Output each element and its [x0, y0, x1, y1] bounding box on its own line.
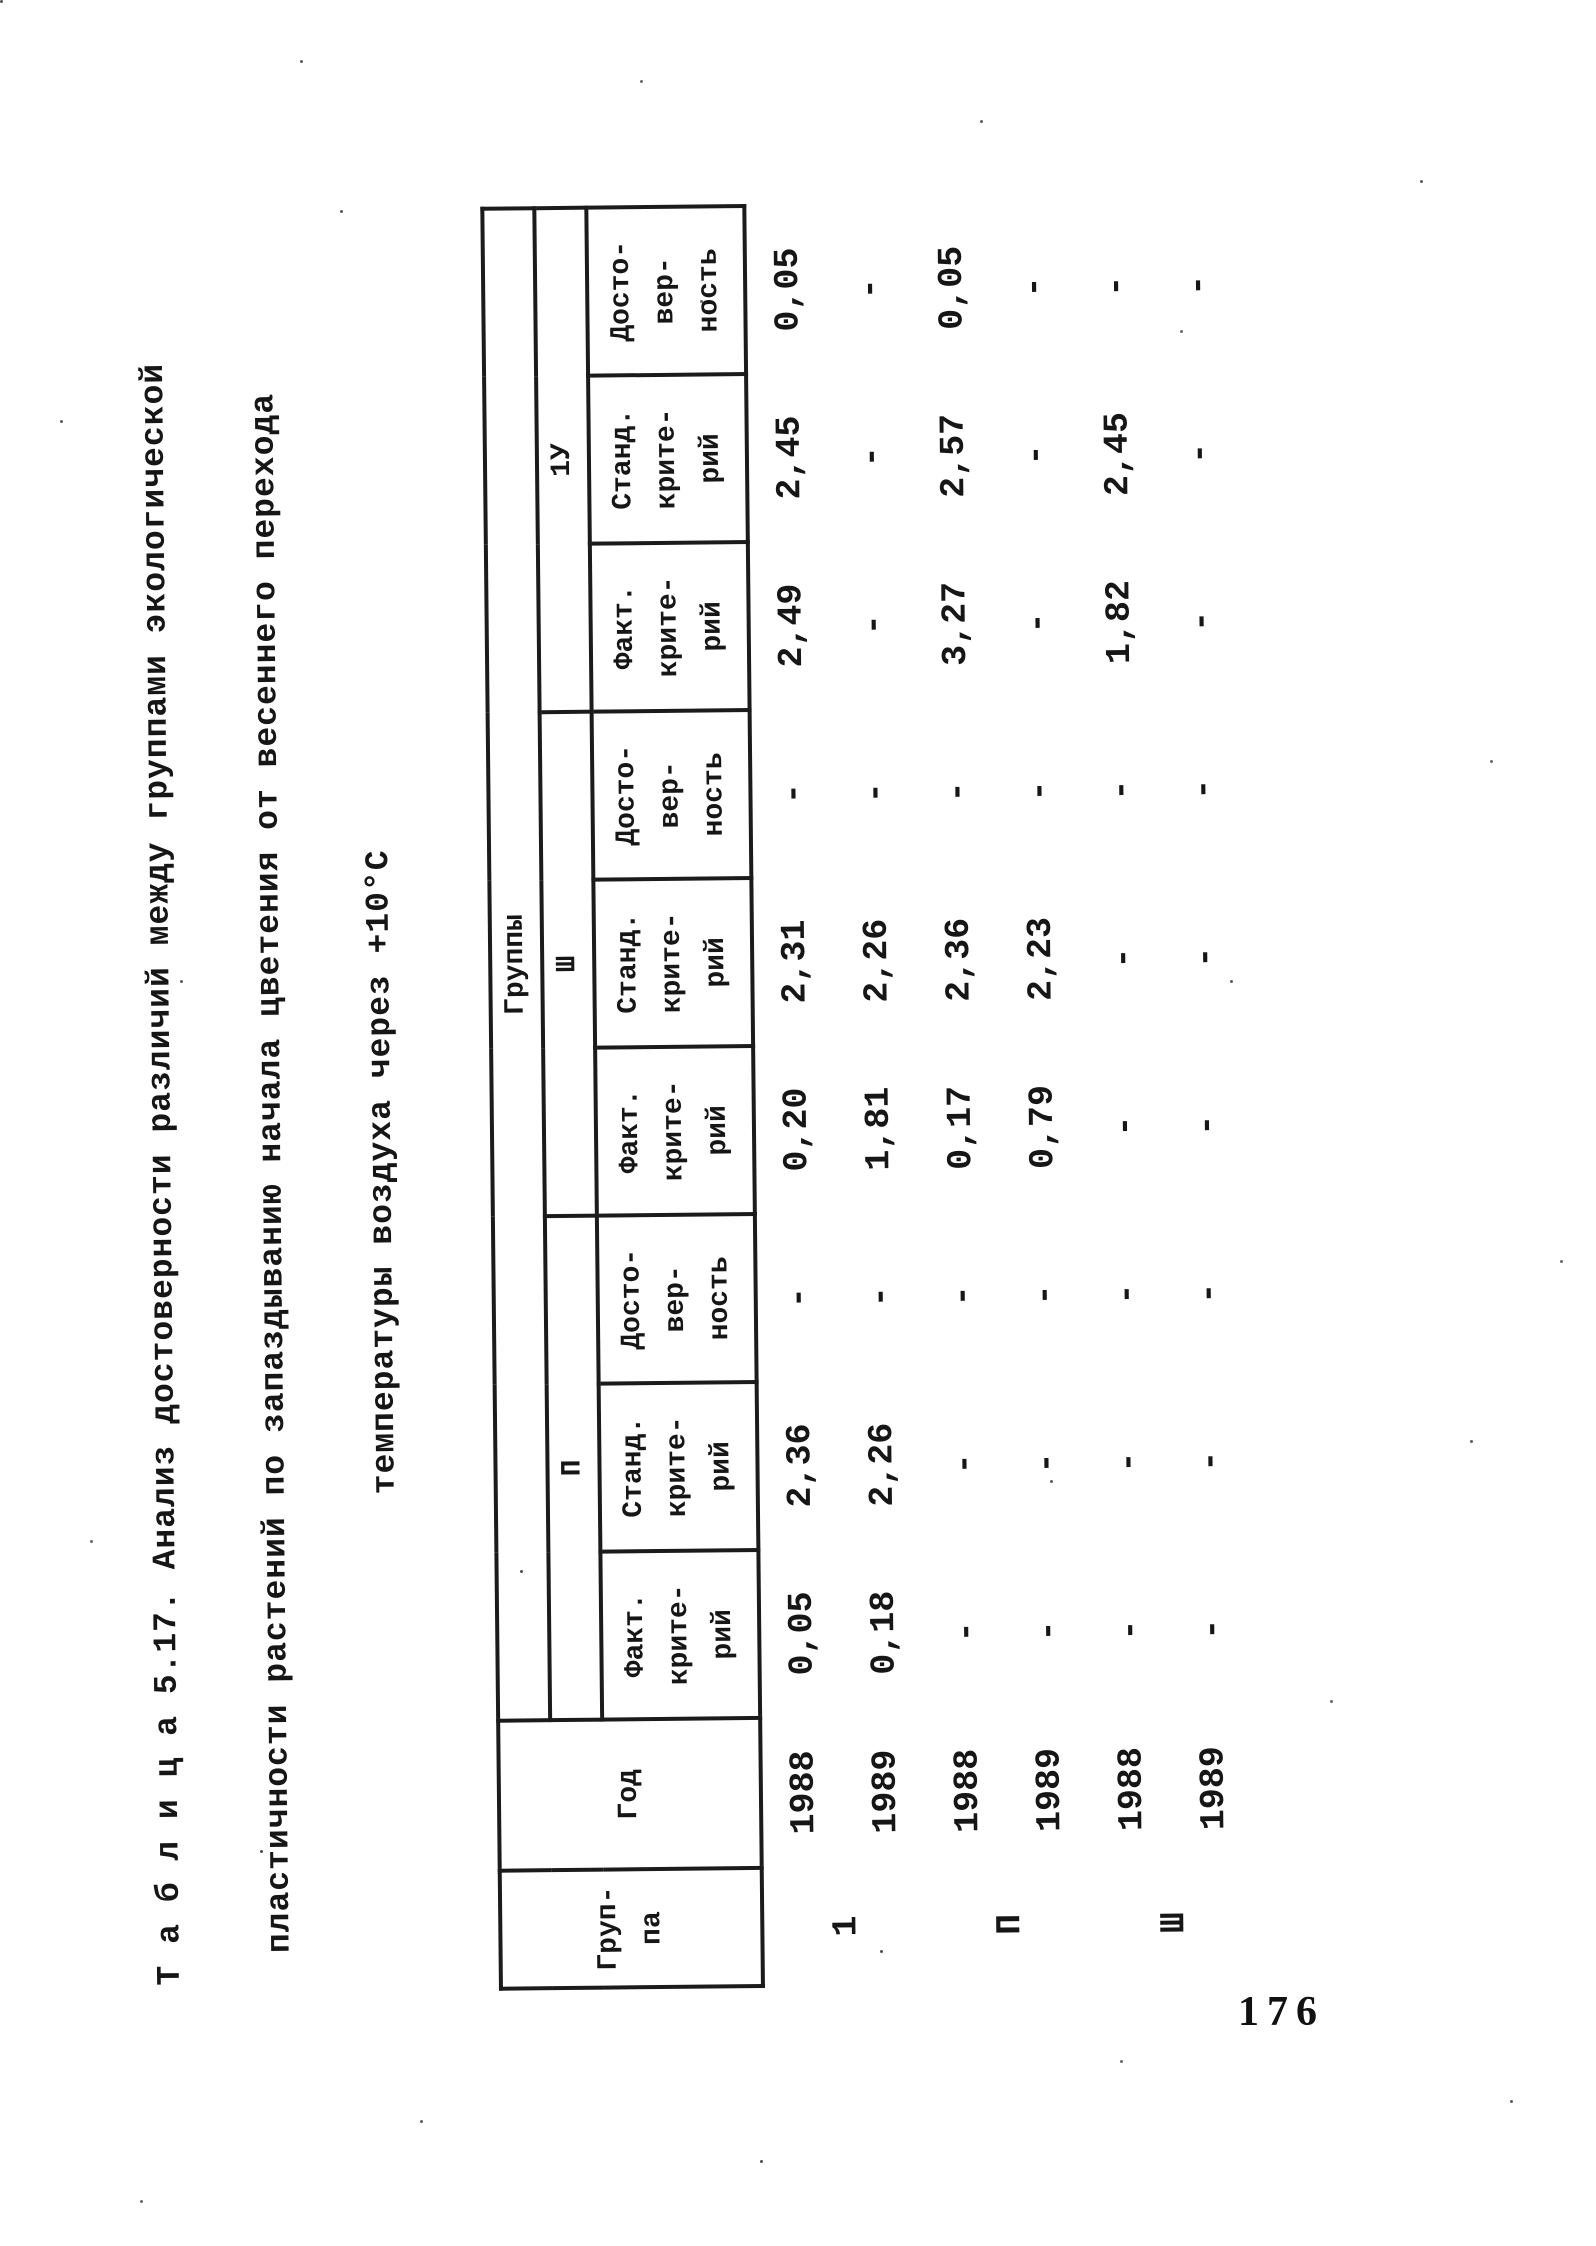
cell-value: 0,05 — [781, 1591, 823, 1676]
cell-value: - — [1108, 1451, 1149, 1473]
title-line-3: температуры воздуха через +10°С — [360, 849, 404, 1495]
rotated-content — [69, 152, 1320, 2185]
cell-value: - — [773, 782, 814, 805]
cell-value: 0,05 — [767, 247, 809, 332]
cell-year: 1989 — [865, 1749, 907, 1834]
cell-year: 1988 — [1111, 1746, 1153, 1832]
table-title — [69, 161, 475, 2185]
cell-value: - — [855, 781, 896, 804]
cell-value: - — [1183, 778, 1224, 800]
header-year-col: Год — [498, 1718, 762, 1871]
table-row — [1156, 201, 1257, 1982]
title-line-2: пластичности растений по запаздыванию начала цветения от весеннего перехода — [245, 392, 299, 1954]
cell-value: - — [1019, 780, 1060, 802]
cell-value: 1,81 — [858, 1086, 900, 1171]
cell-value: 2,26 — [862, 1422, 903, 1507]
cell-value: - — [1181, 610, 1222, 632]
cell-value: - — [850, 278, 891, 300]
cell-value: - — [1104, 1115, 1146, 1137]
header-group-1u: 1У — [534, 208, 591, 713]
cell-value: 2,36 — [780, 1423, 821, 1508]
subheader-dosto: Досто- вер- ность — [586, 206, 746, 376]
cell-value: 2,36 — [938, 917, 980, 1003]
cell-year: 1988 — [947, 1748, 989, 1834]
cell-value: - — [1096, 275, 1137, 297]
cell-value: - — [778, 1286, 819, 1309]
cell-value: - — [1024, 1284, 1065, 1306]
title-line-1: Т а б л и ц а 5.17. Анализ достоверности различий между группами экологической — [134, 362, 189, 1986]
cell-group: Ш — [1154, 1911, 1195, 1934]
cell-value: 0,17 — [940, 1085, 982, 1171]
cell-value: - — [1015, 444, 1057, 466]
cell-value: - — [1026, 1452, 1067, 1474]
cell-value: - — [1028, 1620, 1069, 1642]
header-groups-span: Группы — [482, 208, 550, 1720]
analysis-table — [480, 199, 1257, 1991]
page-number: 176 — [1238, 1989, 1325, 2035]
subheader-fact: Факт. крите- рий — [600, 1550, 760, 1720]
cell-value: - — [1110, 1619, 1151, 1641]
cell-value: - — [851, 446, 893, 468]
cell-value: - — [1179, 442, 1221, 465]
cell-value: - — [942, 1285, 983, 1307]
cell-value: 0,05 — [931, 245, 973, 331]
cell-value: - — [853, 613, 894, 636]
cell-value: - — [1185, 946, 1226, 968]
cell-value: - — [860, 1285, 901, 1308]
cell-value: - — [1101, 779, 1142, 801]
subheader-stand: Станд. крите- рий — [599, 1382, 759, 1552]
cell-year: 1989 — [1193, 1746, 1235, 1831]
cell-value: - — [1178, 274, 1219, 297]
scan-noise — [0, 0, 3, 3]
cell-year: 1989 — [1029, 1747, 1071, 1833]
cell-group: П — [990, 1913, 1031, 1936]
subheader-dosto: Досто- вер- ность — [592, 710, 752, 880]
cell-value: 2,26 — [856, 918, 898, 1003]
cell-value: - — [1103, 947, 1144, 969]
header-group-sh: Ш — [540, 712, 597, 1217]
cell-value: 2,49 — [771, 583, 813, 668]
cell-value: 2,57 — [933, 413, 975, 499]
subheader-fact: Факт. крите- рий — [590, 542, 750, 712]
cell-group: 1 — [826, 1915, 867, 1937]
cell-value: - — [1186, 1114, 1228, 1136]
cell-value: 2,45 — [769, 415, 811, 500]
cell-value: 2,23 — [1020, 916, 1062, 1002]
header-group-p: П — [545, 1216, 602, 1721]
subheader-dosto: Досто- вер- ность — [597, 1214, 757, 1384]
header-group-col: Груп- па — [500, 1868, 763, 1989]
cell-year: 1988 — [783, 1750, 825, 1835]
cell-value: 3,27 — [935, 581, 977, 667]
cell-value: 1,82 — [1099, 579, 1141, 665]
cell-value: 2,45 — [1097, 411, 1139, 497]
cell-value: 0,79 — [1022, 1084, 1064, 1170]
cell-value: - — [1190, 1450, 1231, 1472]
cell-value: 2,31 — [774, 919, 816, 1004]
cell-value: - — [1017, 612, 1058, 634]
cell-value: - — [1014, 276, 1055, 298]
subheader-stand: Станд. крите- рий — [593, 878, 753, 1048]
cell-value: 0,18 — [863, 1590, 905, 1675]
subheader-stand: Станд. крите- рий — [588, 374, 748, 544]
cell-value: - — [1188, 1282, 1229, 1304]
cell-value: - — [1192, 1618, 1233, 1640]
cell-value: - — [937, 781, 978, 803]
cell-value: 0,20 — [776, 1087, 818, 1172]
cell-value: - — [946, 1621, 987, 1643]
cell-value: - — [944, 1453, 985, 1475]
cell-value: - — [1106, 1283, 1147, 1305]
subheader-fact: Факт. крите- рий — [595, 1046, 755, 1216]
